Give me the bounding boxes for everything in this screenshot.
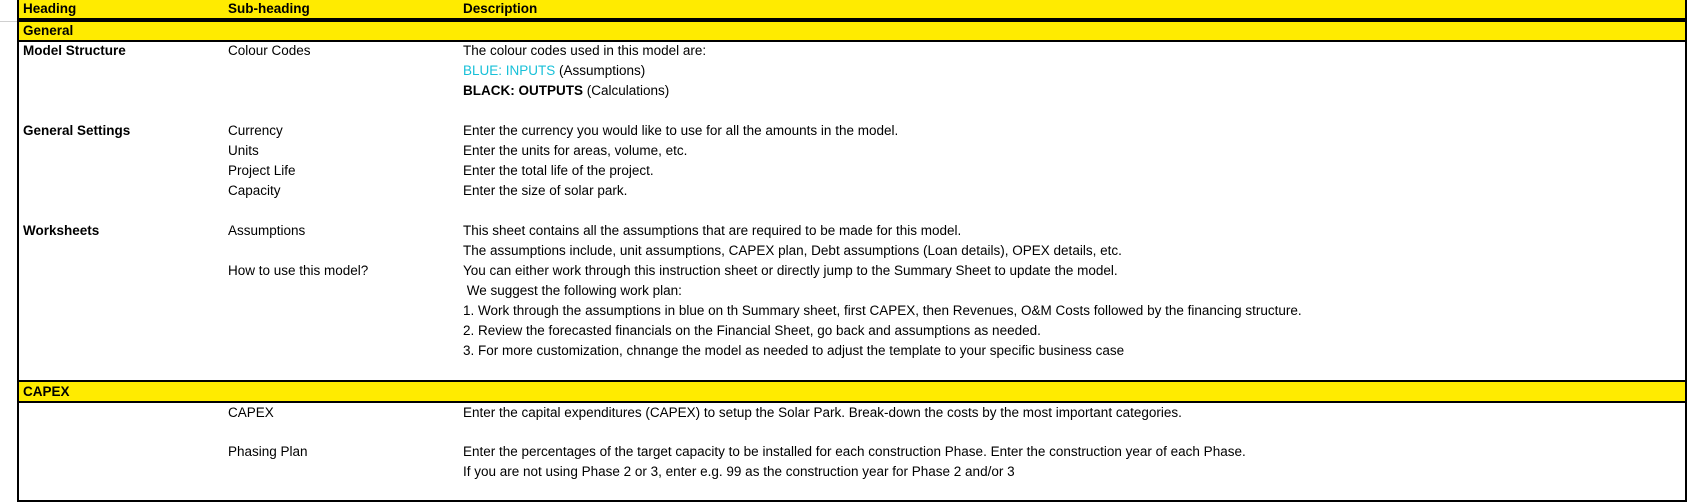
- project-life-subheading[interactable]: Project Life: [228, 163, 296, 178]
- blue-inputs-line[interactable]: [463, 62, 645, 80]
- worksheets-line-7[interactable]: 3. For more customization, chnange the model as needed to adjust the template to your specific business case: [463, 343, 1125, 358]
- section-capex: [19, 380, 1685, 403]
- capex-subheading[interactable]: CAPEX: [228, 405, 274, 420]
- project-life-description[interactable]: Enter the total life of the project.: [463, 163, 654, 178]
- capex-description[interactable]: Enter the capital expenditures (CAPEX) to setup the Solar Park. Break-down the costs by the most important categories.: [463, 405, 1182, 420]
- black-outputs-label: BLACK: OUTPUTS: [463, 83, 583, 98]
- capacity-description[interactable]: Enter the size of solar park.: [463, 183, 628, 198]
- blue-inputs-label: BLUE: INPUTS: [463, 63, 556, 78]
- blue-inputs-suffix: (Assumptions): [555, 63, 646, 78]
- units-description[interactable]: Enter the units for areas, volume, etc.: [463, 143, 688, 158]
- worksheets-line-6[interactable]: 2. Review the forecasted financials on the Financial Sheet, go back and assumptions as needed.: [463, 323, 1041, 338]
- general-settings-heading[interactable]: General Settings: [23, 123, 131, 138]
- section-general-label[interactable]: General: [23, 23, 74, 38]
- header-row: [19, 0, 1685, 20]
- colour-codes-intro[interactable]: The colour codes used in this model are:: [463, 43, 707, 58]
- worksheets-line-5[interactable]: 1. Work through the assumptions in blue on th Summary sheet, first CAPEX, then Revenues, O&M Costs followed by the financing structure.: [463, 303, 1302, 318]
- black-outputs-suffix: (Calculations): [583, 83, 670, 98]
- worksheets-line-3[interactable]: You can either work through this instruction sheet or directly jump to the Summary Sheet to update the model.: [463, 263, 1118, 278]
- assumptions-subheading[interactable]: Assumptions: [228, 223, 306, 238]
- phasing-plan-description-2[interactable]: If you are not using Phase 2 or 3, enter e.g. 99 as the construction year for Phase 2 and/or 3: [463, 464, 1015, 479]
- black-outputs-line[interactable]: [463, 82, 669, 100]
- model-structure-heading[interactable]: Model Structure: [23, 43, 126, 58]
- worksheets-heading[interactable]: Worksheets: [23, 223, 100, 238]
- currency-subheading[interactable]: Currency: [228, 123, 283, 138]
- colour-codes-subheading[interactable]: Colour Codes: [228, 43, 311, 58]
- worksheets-line-1[interactable]: This sheet contains all the assumptions that are required to be made for this model.: [463, 223, 962, 238]
- header-description[interactable]: Description: [463, 1, 538, 16]
- section-capex-label[interactable]: CAPEX: [23, 384, 70, 399]
- header-heading[interactable]: Heading: [23, 1, 77, 16]
- worksheets-line-2[interactable]: The assumptions include, unit assumptions, CAPEX plan, Debt assumptions (Loan details), OPEX details, etc.: [463, 243, 1122, 258]
- section-general: [19, 20, 1685, 42]
- units-subheading[interactable]: Units: [228, 143, 259, 158]
- worksheets-line-4[interactable]: We suggest the following work plan:: [463, 283, 682, 298]
- row-header-corner: [0, 0, 18, 22]
- phasing-plan-subheading[interactable]: Phasing Plan: [228, 444, 308, 459]
- how-to-use-subheading[interactable]: How to use this model?: [228, 263, 369, 278]
- currency-description[interactable]: Enter the currency you would like to use for all the amounts in the model.: [463, 123, 899, 138]
- header-subheading[interactable]: Sub-heading: [228, 1, 310, 16]
- phasing-plan-description-1[interactable]: Enter the percentages of the target capacity to be installed for each construction Phase. Enter the construction year of each Phase.: [463, 444, 1246, 459]
- capacity-subheading[interactable]: Capacity: [228, 183, 281, 198]
- instruction-table: [17, 0, 1687, 502]
